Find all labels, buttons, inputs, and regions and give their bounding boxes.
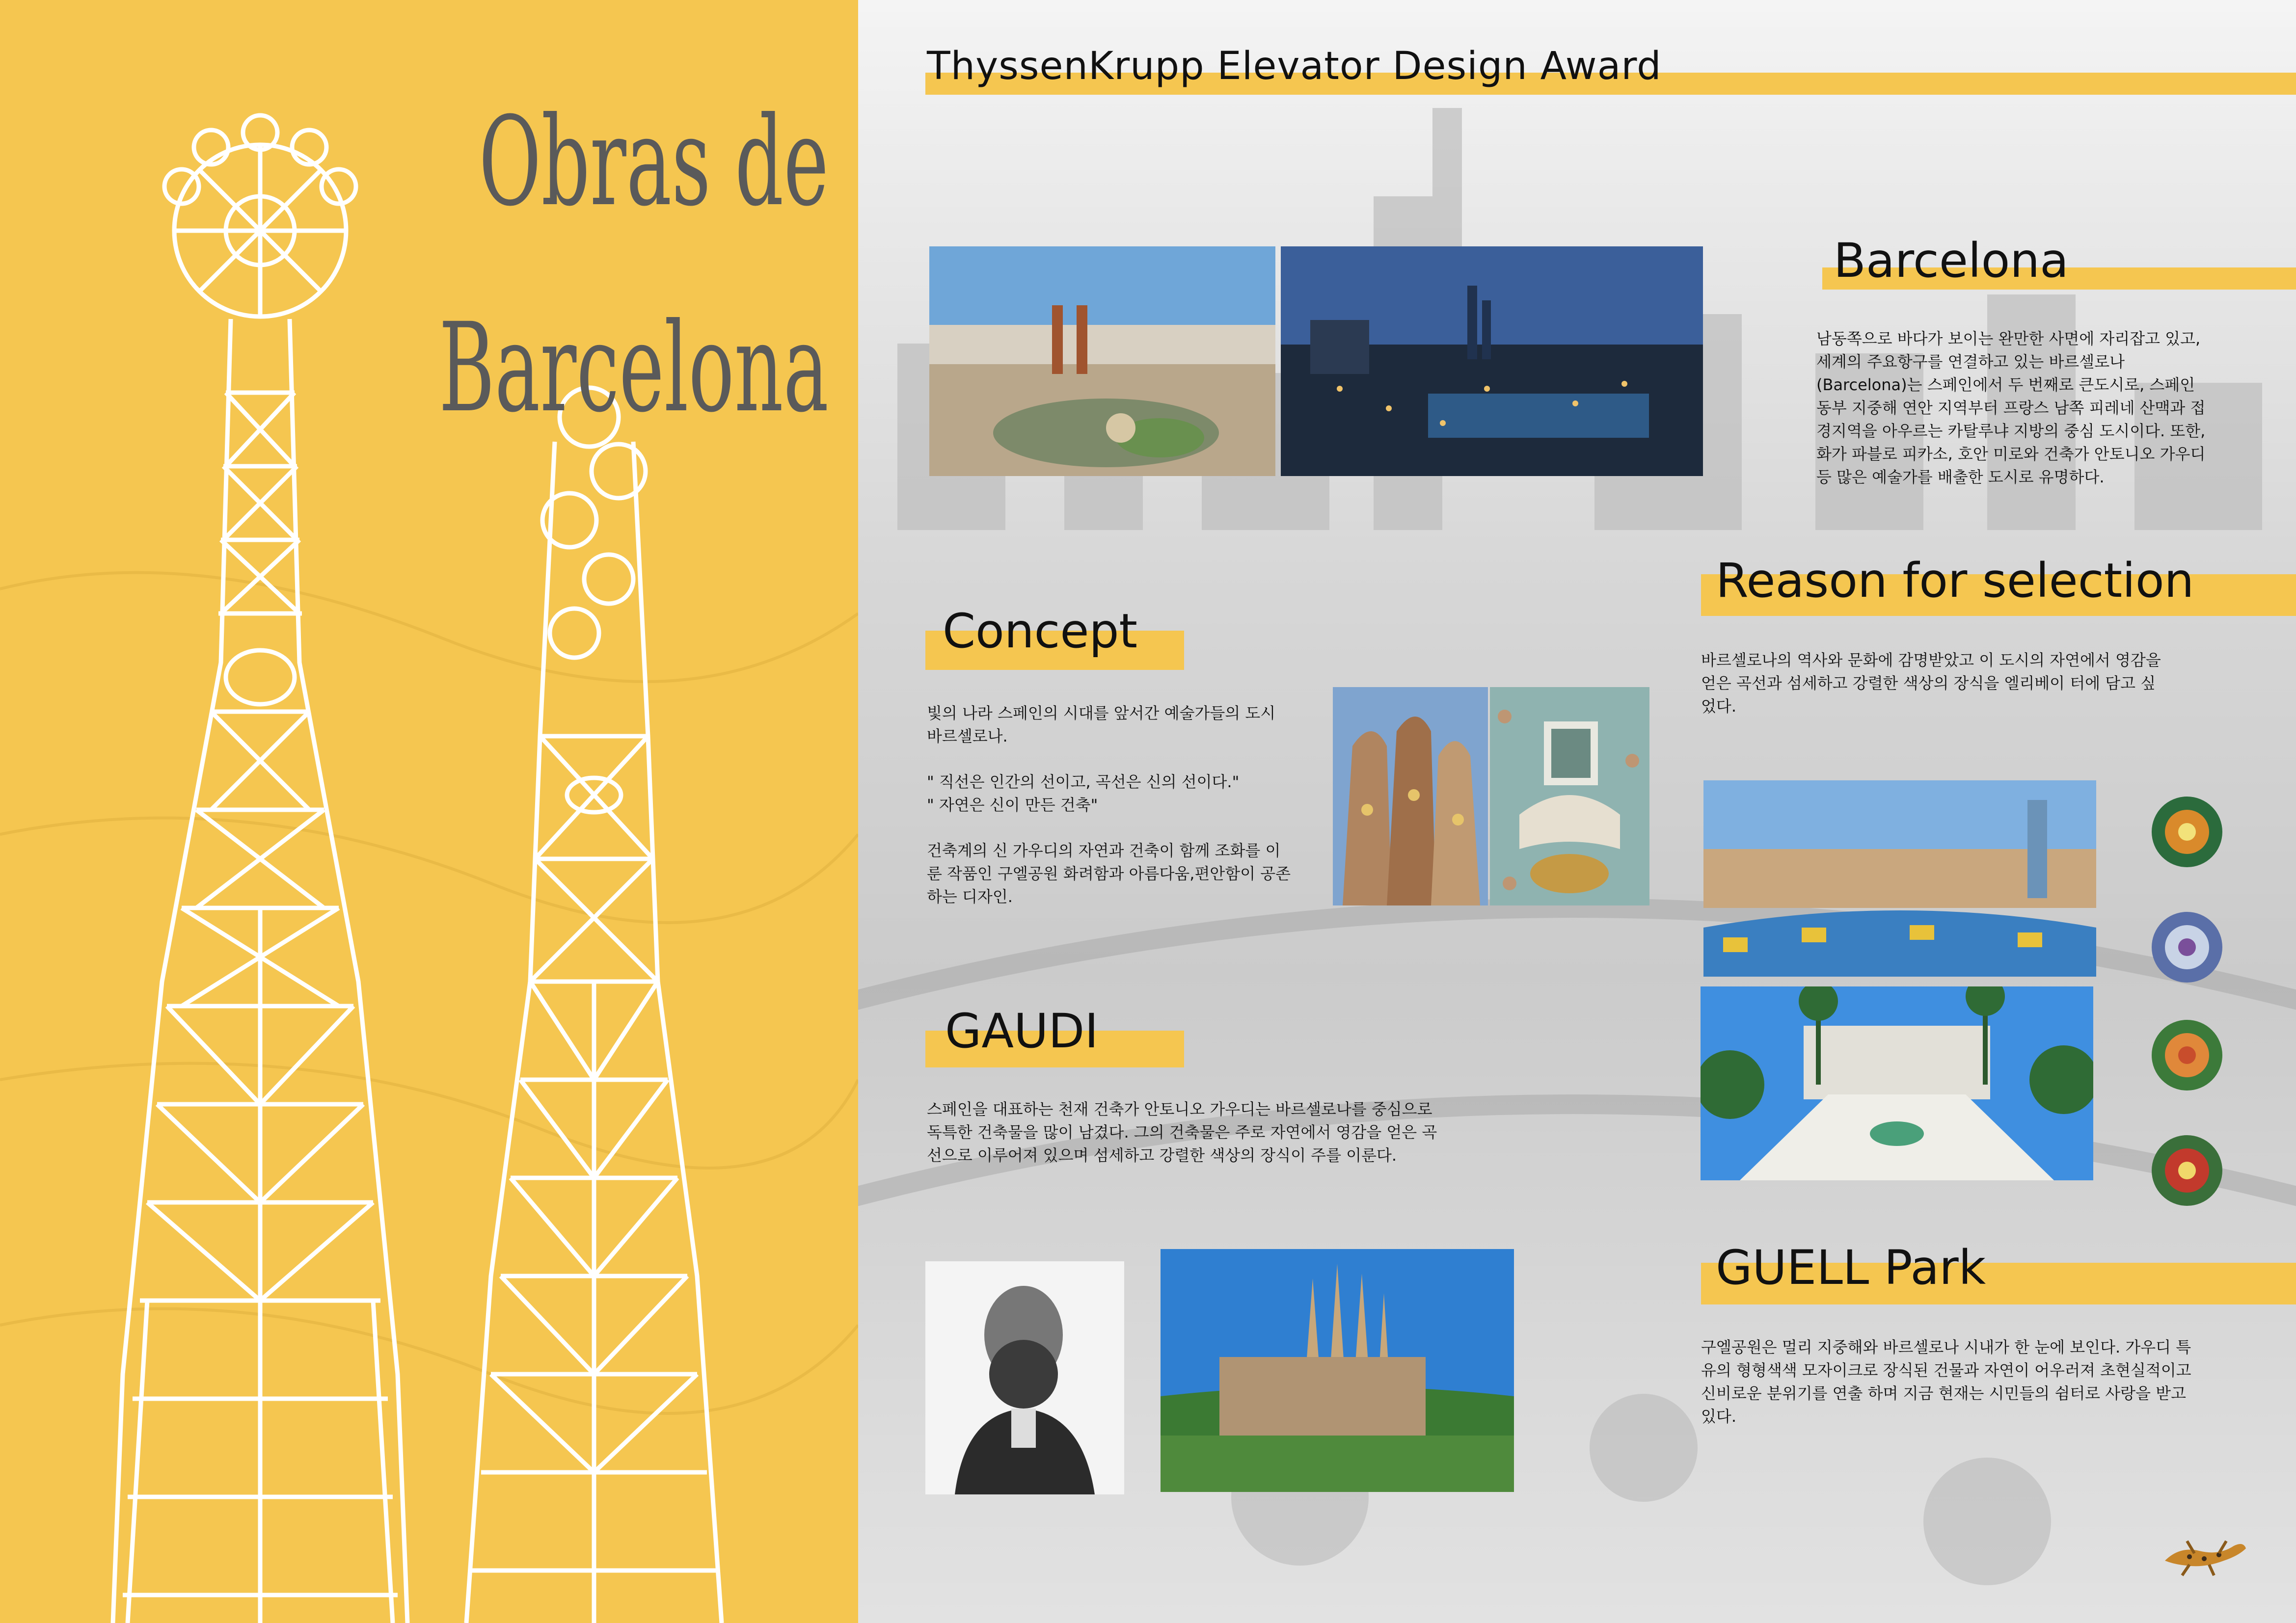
reason-text: 바르셀로나의 역사와 문화에 감명받았고 이 도시의 자연에서 영감을 얻은 곡선과 섬세하고 강렬한 색상의 장식을 엘리베이 터에 담고 싶었다. xyxy=(1701,651,2161,716)
photo-gaudi-portrait xyxy=(925,1261,1124,1494)
barcelona-heading: Barcelona xyxy=(1834,233,2069,288)
guell-text: 구엘공원은 멀리 지중해와 바르셀로나 시내가 한 눈에 보인다. 가우디 특유의 형형색색 모자이크로 장식된 건물과 자연이 어우러져 초현실적이고 신비로운 분위기를 연출 하며 지금 현재는 시민들의 쉼터로 사랑을 받고 있다. xyxy=(1701,1338,2191,1426)
title-line-2: Barcelona xyxy=(438,296,829,439)
reason-heading: Reason for selection xyxy=(1716,553,2194,608)
award-title: ThyssenKrupp Elevator Design Award xyxy=(927,44,1662,88)
mosaic-medallion xyxy=(2150,795,2224,869)
left-spire xyxy=(113,115,407,1623)
guell-heading: GUELL Park xyxy=(1716,1240,1986,1295)
concept-heading: Concept xyxy=(943,604,1138,659)
mosaic-medallion xyxy=(2150,1018,2224,1092)
barcelona-text: 남동쪽으로 바다가 보이는 완만한 사면에 자리잡고 있고,세계의 주요항구를 연결하고 있는 바르셀로나(Barcelona)는 스페인에서 두 번째로 큰도시로, 스페인 동부 지중해 연안 지역부터 프랑스 남쪽 피레네 산맥과 접경지역을 아우르는 카탈루냐 지방의 중심 도시이다. 또한, 화가 파블로 피카소, 호안 미로와 건축가 안토니오 가우디 등 많은 예술가를 배출한 도시로 유명하다. xyxy=(1816,329,2206,486)
photo-casa-mila-chimneys xyxy=(1333,687,1488,905)
concept-quote-2: " 자연은 신이 만든 건축" xyxy=(927,796,1098,814)
photo-sagrada-familia xyxy=(1161,1249,1514,1492)
mosaic-medallion xyxy=(2150,910,2224,984)
gaudi-text: 스페인을 대표하는 천재 건축가 안토니오 가우디는 바르셀로나를 중심으로 독특한 건축물을 많이 남겼다. 그의 건축물은 주로 자연에서 영감을 얻은 곡선으로 이루어져 있으며 섬세하고 강렬한 색상의 장식이 주를 이룬다. xyxy=(927,1100,1437,1165)
gaudi-heading: GAUDI xyxy=(945,1004,1099,1059)
photo-plaza-espanya xyxy=(929,246,1275,476)
photo-barcelona-harbor-night xyxy=(1281,246,1703,476)
left-panel xyxy=(0,0,858,1623)
mosaic-medallion xyxy=(2150,1134,2224,1207)
poster-title xyxy=(403,59,829,471)
concept-text xyxy=(927,702,1295,931)
photo-guell-park-stairs xyxy=(1701,986,2093,1180)
concept-quote-1: " 직선은 인간의 선이고, 곡선은 신의 선이다." xyxy=(927,772,1240,791)
salamander-icon xyxy=(2160,1526,2248,1580)
title-line-1: Obras de xyxy=(479,90,829,233)
concept-paragraph-3: 건축계의 신 가우디의 자연과 건축이 함께 조화를 이룬 작품인 구엘공원 화려함과 아름다움,편안함이 공존하는 디자인. xyxy=(927,841,1291,906)
photo-casa-batllo-facade xyxy=(1490,687,1649,905)
photo-guell-park-bench xyxy=(1703,780,2096,977)
right-spire xyxy=(466,388,722,1623)
concept-paragraph-1: 빛의 나라 스페인의 시대를 앞서간 예술가들의 도시 바르셀로나. xyxy=(927,704,1276,745)
